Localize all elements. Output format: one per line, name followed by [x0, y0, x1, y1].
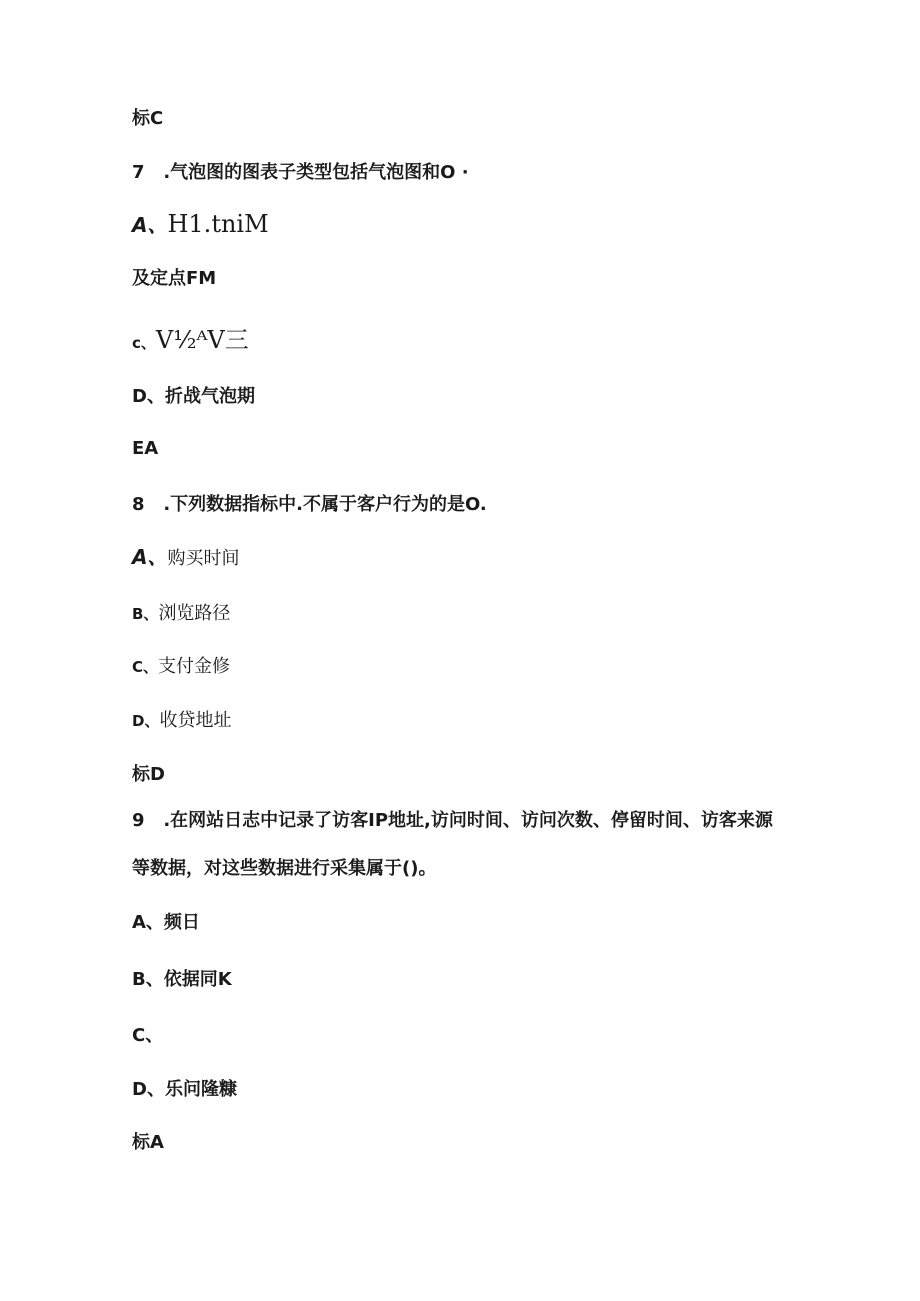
answer-9: 标A [132, 1132, 164, 1153]
question-8-option-c [132, 656, 230, 678]
answer-6: 标C [132, 108, 164, 129]
option-c-text: V½ᴬV三 [155, 326, 249, 354]
question-8: 8 .下列数据指标中.不属于客户行为的是O. [132, 494, 487, 515]
question-9-option-d: D、乐问隆糠 [132, 1079, 237, 1100]
option-c-text: 支付金修 [158, 656, 231, 677]
question-8-option-d [132, 710, 231, 732]
answer-8: 标D [132, 764, 165, 785]
question-7-option-a [132, 210, 269, 238]
question-7-option-b: 及定点FM [132, 268, 217, 289]
option-a-text: H1.tniM [167, 210, 269, 238]
option-b-label: B、 [132, 605, 159, 623]
option-c-label: c、 [132, 334, 156, 352]
question-7: 7 .气泡图的图表子类型包括气泡图和O · [132, 162, 469, 183]
option-a-text: 购买时间 [167, 548, 240, 569]
option-d-label: D、 [132, 712, 160, 730]
question-7-option-d: D、折战气泡期 [132, 386, 255, 407]
question-9-line-2: 等数据，对这些数据进行采集属于()。 [132, 858, 437, 879]
option-a-label: A、 [132, 545, 168, 569]
question-9-option-a: A、频日 [132, 912, 200, 933]
option-c-label: C、 [132, 658, 159, 676]
answer-7: EA [132, 438, 159, 459]
question-8-option-b [132, 603, 230, 625]
question-9-option-b: B、依据同K [132, 969, 232, 990]
option-d-text: 收贷地址 [159, 710, 232, 731]
option-a-label: A、 [132, 213, 168, 237]
question-7-option-c [132, 326, 249, 354]
question-9-option-c: C、 [132, 1025, 164, 1046]
question-8-option-a [132, 546, 239, 570]
question-9-line-1: 9 .在网站日志中记录了访客IP地址,访问时间、访问次数、停留时间、访客来源 [132, 810, 773, 831]
option-b-text: 浏览路径 [158, 603, 231, 624]
